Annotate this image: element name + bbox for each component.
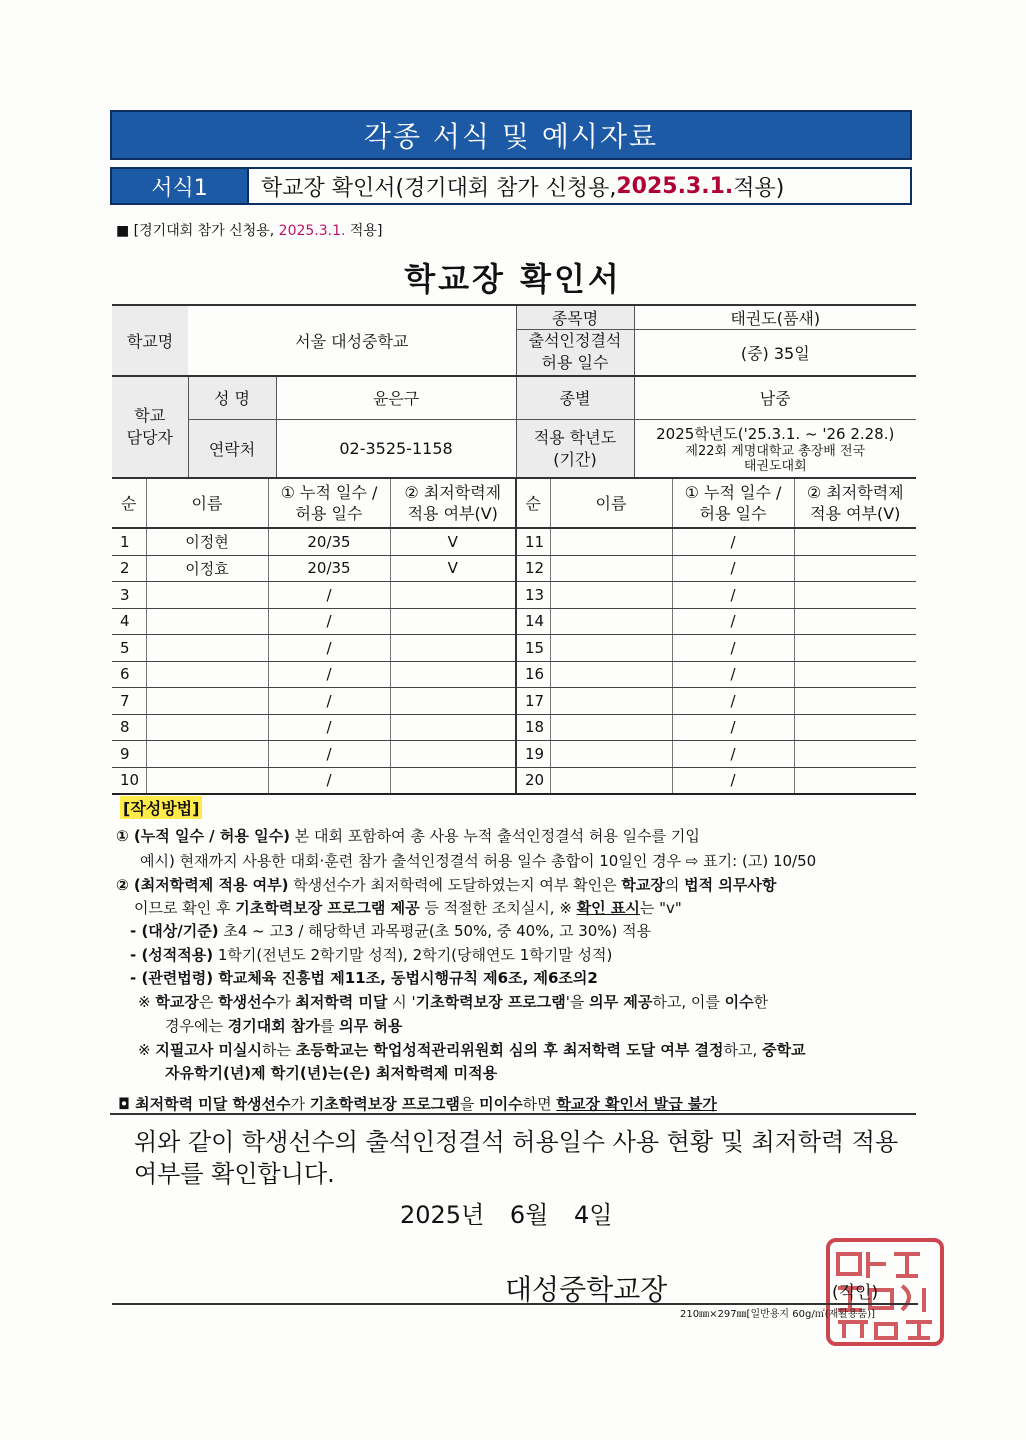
sub-note-suffix: 적용]: [345, 223, 383, 239]
row-check: [794, 661, 916, 688]
header-min-right: [794, 478, 916, 528]
guide-line-5: [130, 921, 651, 941]
absence-value: (중) 35일: [634, 330, 916, 376]
row-check: [794, 767, 916, 794]
row-no: 15: [516, 635, 550, 662]
guide-10-t2: 하고,: [723, 1041, 763, 1059]
row-check: [794, 528, 916, 555]
row-no: 18: [516, 714, 550, 741]
guide-8-b4: 기초학력보장 프로그램: [415, 993, 566, 1011]
row-days: /: [672, 608, 794, 635]
issue-date: 2025년 6월 4일: [400, 1201, 613, 1229]
paper-spec: 210㎜×297㎜[일반용지 60g/㎡(재활용품)]: [680, 1309, 876, 1320]
guide-line-3: [116, 875, 776, 895]
guide-line-9: [165, 1016, 402, 1036]
row-no: 20: [516, 767, 550, 794]
guide-8-mark: ※: [138, 993, 156, 1011]
year-value: [634, 420, 916, 478]
guide-9-t2: 를: [319, 1017, 340, 1035]
guide-4-text3: 는 "v": [639, 899, 682, 917]
form-title-suffix: 적용): [733, 175, 785, 201]
row-name: [550, 741, 672, 768]
row-no: 4: [112, 608, 146, 635]
guide-line-2: 예시) 현재까지 사용한 대회·훈련 참가 출석인정결석 허용 일수 총합이 10일인 경우 ⇨ 표기: (고) 10/50: [140, 852, 817, 870]
guide-8-b6: 이수: [724, 993, 754, 1011]
header-days-right: [672, 478, 794, 528]
header-min-right-line1: ② 최저학력제: [806, 483, 904, 502]
table-row: [112, 555, 916, 582]
guide-3-bold3: 법적 의무사항: [684, 876, 777, 894]
table-row: [112, 767, 916, 794]
absence-label-line1: 출석인정결석: [528, 331, 622, 351]
guide-8-b2: 학생선수: [218, 993, 277, 1011]
row-no: 9: [112, 741, 146, 768]
row-name: [146, 714, 268, 741]
row-name: [146, 635, 268, 662]
year-period: 2025학년도('25.3.1. ~ '26 2.28.): [656, 425, 895, 443]
row-days: /: [672, 555, 794, 582]
notice-t3: 하면: [522, 1095, 557, 1113]
guide-4-underline: 확인 표시: [576, 899, 640, 917]
row-name: [550, 582, 672, 609]
info-table: [112, 304, 916, 478]
row-check: [390, 688, 516, 715]
guide-10-b2: 초등학교는 학업성적관리위원회 심의 후 최저학력 도달 여부 결정: [295, 1041, 724, 1059]
header-min-right-line2: 적용 여부(V): [810, 504, 901, 523]
row-name: [550, 661, 672, 688]
row-name: [146, 608, 268, 635]
row-name: [550, 608, 672, 635]
header-no: 순: [112, 478, 146, 528]
name-value: 윤은구: [276, 376, 516, 420]
table-row: [112, 582, 916, 609]
header-name: 이름: [146, 478, 268, 528]
school-label: 학교명: [112, 305, 188, 376]
guide-3-text: 학생선수가 최저학력에 도달하였는지 여부 확인은: [288, 876, 622, 894]
guide-9-b2: 의무 허용: [339, 1017, 403, 1035]
manager-label: [112, 376, 188, 478]
guide-9-t: 경우에는: [165, 1017, 228, 1035]
row-days: /: [672, 635, 794, 662]
table-row: [112, 608, 916, 635]
sub-note: [116, 220, 382, 240]
row-no: 7: [112, 688, 146, 715]
row-name: [146, 767, 268, 794]
year-label-line1: 적용 학년도: [533, 427, 617, 447]
row-check: [390, 582, 516, 609]
row-check: [794, 582, 916, 609]
form-title: [249, 169, 910, 203]
seal-label: (직인): [832, 1283, 879, 1303]
row-no: 17: [516, 688, 550, 715]
row-check: [390, 714, 516, 741]
guide-8-t3: 시 ': [387, 993, 416, 1011]
row-no: 16: [516, 661, 550, 688]
row-no: 19: [516, 741, 550, 768]
event-label: 종목명: [516, 305, 634, 330]
absence-label: [516, 330, 634, 376]
manager-label-line2: 담당자: [126, 427, 173, 447]
guide-title: [작성방법]: [120, 796, 202, 819]
row-check: [390, 661, 516, 688]
sub-note-prefix: ■ [경기대회 참가 신청용,: [116, 223, 279, 239]
guide-8-t1: 은: [198, 993, 219, 1011]
sub-note-date: 2025.3.1.: [278, 223, 346, 239]
row-check: [390, 608, 516, 635]
table-row: [112, 714, 916, 741]
table-row: [112, 741, 916, 768]
header-no-right: 순: [516, 478, 550, 528]
guide-10-b3: 중학교: [762, 1041, 806, 1059]
guide-7-bold: - (관련법령) 학교체육 진흥법 제11조, 동법시행규칙 제6조, 제6조의2: [130, 969, 598, 987]
row-days: /: [672, 688, 794, 715]
document-title: 학교장 확인서: [404, 260, 622, 298]
header-days-line1: ① 누적 일수 /: [280, 483, 378, 502]
guide-4-text: 이므로 확인 후: [134, 899, 236, 917]
guide-8-t5: 하고, 이를: [652, 993, 725, 1011]
row-name: [550, 688, 672, 715]
category-label: 종별: [516, 376, 634, 420]
competition-line1: 제22회 계명대학교 총장배 전국: [685, 444, 866, 459]
row-days: /: [268, 688, 390, 715]
guide-line-6: [130, 945, 612, 965]
row-name: [146, 582, 268, 609]
row-days: /: [268, 582, 390, 609]
table-row: [112, 661, 916, 688]
row-name: 이정현: [146, 528, 268, 555]
notice-underline: 학교장 확인서 발급 불가: [556, 1095, 717, 1113]
guide-10-mark: ※: [138, 1041, 156, 1059]
header-days-right-line2: 허용 일수: [699, 504, 767, 523]
row-no: 2: [112, 555, 146, 582]
guide-line-8: [138, 992, 768, 1012]
guide-8-t6: 한: [753, 993, 769, 1011]
table-row: [112, 635, 916, 662]
guide-9-b: 경기대회 참가: [227, 1017, 320, 1035]
row-days: /: [268, 714, 390, 741]
row-days: /: [268, 608, 390, 635]
year-label-line2: (기간): [553, 449, 597, 469]
guide-6-text: 1학기(전년도 2학기말 성적), 2학기(당해연도 1학기말 성적): [213, 946, 613, 964]
form-label: 서식1: [112, 169, 249, 203]
row-check: V: [390, 555, 516, 582]
header-min-line1: ② 최저학력제: [404, 483, 502, 502]
notice: [118, 1093, 717, 1114]
row-no: 3: [112, 582, 146, 609]
row-no: 11: [516, 528, 550, 555]
contact-value: 02-3525-1158: [276, 420, 516, 478]
header-min: [390, 478, 516, 528]
guide-10-b: 지필고사 미실시: [155, 1041, 262, 1059]
row-days: /: [268, 661, 390, 688]
row-check: [794, 608, 916, 635]
notice-b2: 기초학력보장 프로그램: [309, 1095, 460, 1113]
notice-b3: 미이수: [479, 1095, 523, 1113]
guide-5-text: 초4 ~ 고3 / 해당학년 과목평균(초 50%, 중 40%, 고 30%) 적용: [218, 922, 652, 940]
header-days-right-line1: ① 누적 일수 /: [684, 483, 782, 502]
row-name: 이정효: [146, 555, 268, 582]
notice-t2: 을: [459, 1095, 480, 1113]
absence-label-line2: 허용 일수: [541, 353, 609, 373]
guide-line-1: [116, 826, 700, 846]
guide-11-b: 자유학기(년)제 학기(년)는(은) 최저학력제 미적용: [165, 1064, 498, 1082]
form-title-date: 2025.3.1.: [616, 173, 734, 199]
guide-8-b5: 의무 제공: [589, 993, 653, 1011]
guide-8-t4: '을: [565, 993, 590, 1011]
row-no: 6: [112, 661, 146, 688]
row-no: 14: [516, 608, 550, 635]
form-title-prefix: 학교장 확인서(경기대회 참가 신청용,: [261, 175, 617, 201]
notice-divider: [110, 1113, 916, 1115]
guide-8-t2: 가: [276, 993, 296, 1011]
guide-line-4: [134, 898, 682, 918]
row-no: 5: [112, 635, 146, 662]
row-days: /: [672, 582, 794, 609]
guide-1-text: 본 대회 포함하여 총 사용 누적 출석인정결석 허용 일수를 기입: [289, 827, 700, 845]
row-no: 12: [516, 555, 550, 582]
guide-6-bold: - (성적적용): [130, 946, 214, 964]
contact-label: 연락처: [188, 420, 276, 478]
row-name: [146, 661, 268, 688]
competition-line2: 태권도대회: [743, 459, 807, 474]
row-check: [794, 741, 916, 768]
header-days: [268, 478, 390, 528]
row-name: [146, 741, 268, 768]
row-check: [794, 714, 916, 741]
row-name: [550, 714, 672, 741]
guide-3-bold2: 학교장: [621, 876, 665, 894]
row-days: /: [268, 767, 390, 794]
row-check: [390, 767, 516, 794]
row-days: /: [268, 635, 390, 662]
guide-10-t: 하는: [262, 1041, 296, 1059]
header-min-line2: 적용 여부(V): [407, 504, 498, 523]
year-label: [516, 420, 634, 478]
guide-8-b3: 최저학력 미달: [295, 993, 388, 1011]
guide-line-11: [165, 1063, 497, 1083]
manager-label-line1: 학교: [134, 405, 166, 425]
table-row: [112, 688, 916, 715]
row-name: [146, 688, 268, 715]
row-days: /: [672, 741, 794, 768]
notice-box-icon: ◘: [118, 1095, 130, 1113]
guide-1-bold: ① (누적 일수 / 허용 일수): [116, 827, 290, 845]
guide-5-bold: - (대상/기준): [130, 922, 219, 940]
confirm-statement: 위와 같이 학생선수의 출석인정결석 허용일수 사용 현황 및 최저학력 적용 여부를 확인합니다.: [134, 1128, 899, 1188]
banner-title: 각종 서식 및 예시자료: [110, 110, 912, 160]
guide-8-b1: 학교장: [155, 993, 199, 1011]
notice-b1: 최저학력 미달 학생선수: [129, 1095, 291, 1113]
name-label: 성 명: [188, 376, 276, 420]
row-no: 8: [112, 714, 146, 741]
row-days: /: [672, 714, 794, 741]
row-no: 1: [112, 528, 146, 555]
header-name-right: 이름: [550, 478, 672, 528]
row-no: 13: [516, 582, 550, 609]
guide-line-7: [130, 968, 598, 988]
row-days: /: [672, 528, 794, 555]
row-days: /: [672, 767, 794, 794]
row-no: 10: [112, 767, 146, 794]
row-days: 20/35: [268, 555, 390, 582]
row-check: [794, 688, 916, 715]
table-row: [112, 528, 916, 555]
notice-t1: 가: [290, 1095, 310, 1113]
category-value: 남중: [634, 376, 916, 420]
row-name: [550, 555, 672, 582]
row-name: [550, 635, 672, 662]
header-days-line2: 허용 일수: [295, 504, 363, 523]
row-check: [794, 555, 916, 582]
row-name: [550, 767, 672, 794]
guide-4-text2: 등 적절한 조치실시, ※: [419, 899, 577, 917]
student-table: [112, 477, 916, 795]
row-check: V: [390, 528, 516, 555]
row-days: 20/35: [268, 528, 390, 555]
guide-4-bold: 기초학력보장 프로그램 제공: [235, 899, 420, 917]
row-days: /: [268, 741, 390, 768]
row-check: [390, 741, 516, 768]
guide-3-bold: ② (최저학력제 적용 여부): [116, 876, 289, 894]
school-value: 서울 대성중학교: [188, 305, 516, 376]
row-name: [550, 528, 672, 555]
signer: 대성중학교장: [505, 1273, 668, 1306]
row-check: [390, 635, 516, 662]
guide-line-10: [138, 1040, 806, 1060]
guide-3-text2: 의: [664, 876, 685, 894]
row-days: /: [672, 661, 794, 688]
event-value: 태권도(품새): [634, 305, 916, 330]
row-check: [794, 635, 916, 662]
form-header: [110, 167, 912, 205]
